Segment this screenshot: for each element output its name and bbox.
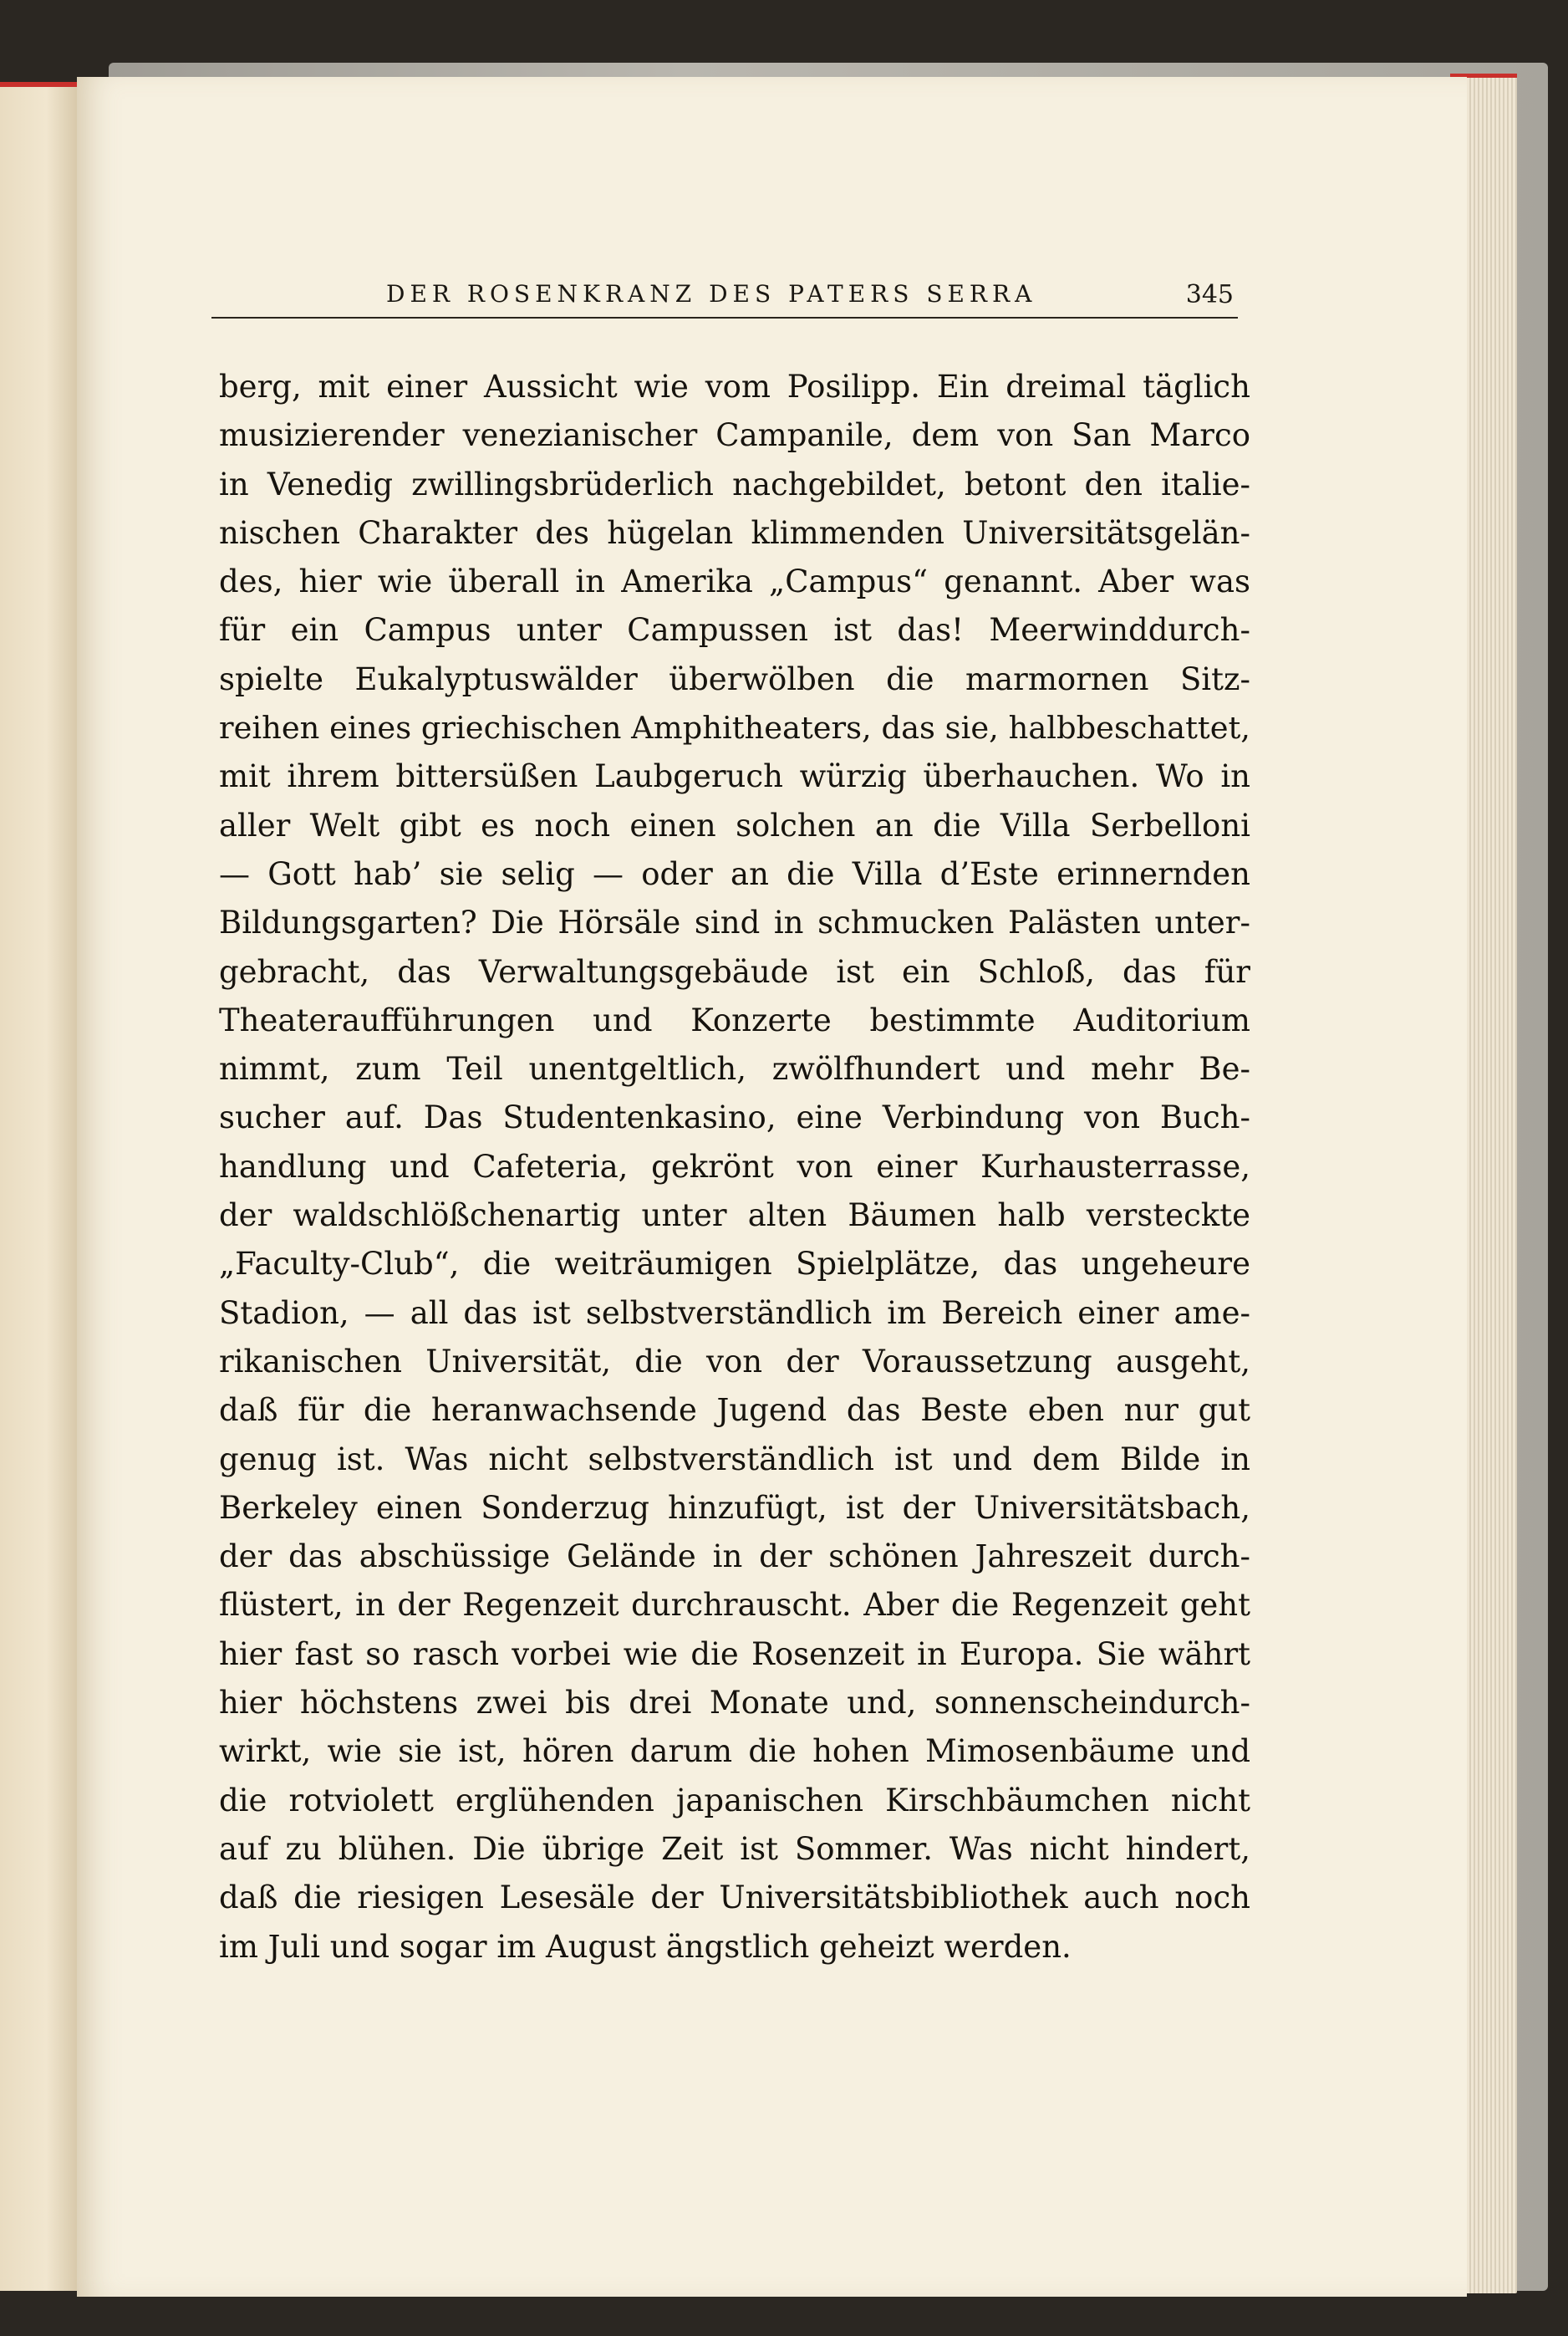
text-line: rikanischen Universität, die von der Voraussetzung ausgeht, <box>219 1343 1250 1380</box>
facing-page-red-edge <box>0 82 77 87</box>
text-line: hier fast so rasch vorbei wie die Rosenzeit in Europa. Sie währt <box>219 1635 1250 1672</box>
text-line: genug ist. Was nicht selbstverständlich ist und dem Bilde in <box>219 1441 1250 1477</box>
text-line: für ein Campus unter Campussen ist das! Meerwinddurch- <box>219 612 1250 649</box>
text-line: in Venedig zwillingsbrüderlich nachgebildet, betont den italie- <box>219 466 1250 502</box>
running-head <box>219 280 1235 322</box>
text-line: aller Welt gibt es noch einen solchen an die Villa Serbelloni <box>219 807 1250 844</box>
text-line: Berkeley einen Sonderzug hinzufügt, ist der Universitätsbach, <box>219 1489 1250 1526</box>
text-line: flüstert, in der Regenzeit durchrauscht. Aber die Regenzeit geht <box>219 1587 1250 1624</box>
text-line: der waldschlößchenartig unter alten Bäumen halb versteckte <box>219 1197 1250 1234</box>
text-line: der das abschüssige Gelände in der schönen Jahreszeit durch- <box>219 1538 1250 1575</box>
text-line: gebracht, das Verwaltungsgebäude ist ein Schloß, das für <box>219 953 1250 990</box>
body-text <box>219 363 1250 1971</box>
text-line: Stadion, — all das ist selbstverständlich im Bereich einer ame- <box>219 1294 1250 1331</box>
text-line: des, hier wie überall in Amerika „Campus“ genannt. Aber was <box>219 564 1250 600</box>
text-line: Bildungsgarten? Die Hörsäle sind in schmucken Palästen unter- <box>219 905 1250 941</box>
text-line: daß für die heranwachsende Jugend das Beste eben nur gut <box>219 1392 1250 1429</box>
text-line: mit ihrem bittersüßen Laubgeruch würzig überhauchen. Wo in <box>219 758 1250 795</box>
text-line: spielte Eukalyptuswälder überwölben die marmornen Sitz- <box>219 661 1250 697</box>
text-line: daß die riesigen Lesesäle der Universitätsbibliothek auch noch <box>219 1880 1250 1916</box>
running-title: DER ROSENKRANZ DES PATERS SERRA <box>386 280 1037 308</box>
text-line: — Gott hab’ sie selig — oder an die Villa d’Este erinnernden <box>219 855 1250 892</box>
text-line: handlung und Cafeteria, gekrönt von einer Kurhausterrasse, <box>219 1148 1250 1185</box>
text-line: wirkt, wie sie ist, hören darum die hohen Mimosenbäume und <box>219 1733 1250 1770</box>
text-line: nimmt, zum Teil unentgeltlich, zwölfhundert und mehr Be- <box>219 1051 1250 1088</box>
text-line: reihen eines griechischen Amphitheaters, das sie, halbbeschattet, <box>219 710 1250 747</box>
page-number: 345 <box>1185 280 1234 309</box>
text-line: im Juli und sogar im August ängstlich geheizt werden. <box>219 1928 1072 1965</box>
facing-page <box>0 84 77 2291</box>
text-line: berg, mit einer Aussicht wie vom Posilipp. Ein dreimal täglich <box>219 369 1250 405</box>
header-rule <box>211 317 1238 319</box>
text-line: hier höchstens zwei bis drei Monate und, sonnenscheindurch- <box>219 1685 1250 1721</box>
text-line: auf zu blühen. Die übrige Zeit ist Sommer. Was nicht hindert, <box>219 1830 1250 1867</box>
text-line: nischen Charakter des hügelan klimmenden Universitätsgelän- <box>219 514 1250 551</box>
text-line: die rotviolett erglühenden japanischen Kirschbäumchen nicht <box>219 1782 1250 1818</box>
text-line: Theateraufführungen und Konzerte bestimmte Auditorium <box>219 1002 1250 1038</box>
text-line: „Faculty-Club“, die weiträumigen Spielplätze, das ungeheure <box>219 1246 1250 1283</box>
text-line: musizierender venezianischer Campanile, dem von San Marco <box>219 417 1250 454</box>
text-line: sucher auf. Das Studentenkasino, eine Verbindung von Buch- <box>219 1099 1250 1136</box>
